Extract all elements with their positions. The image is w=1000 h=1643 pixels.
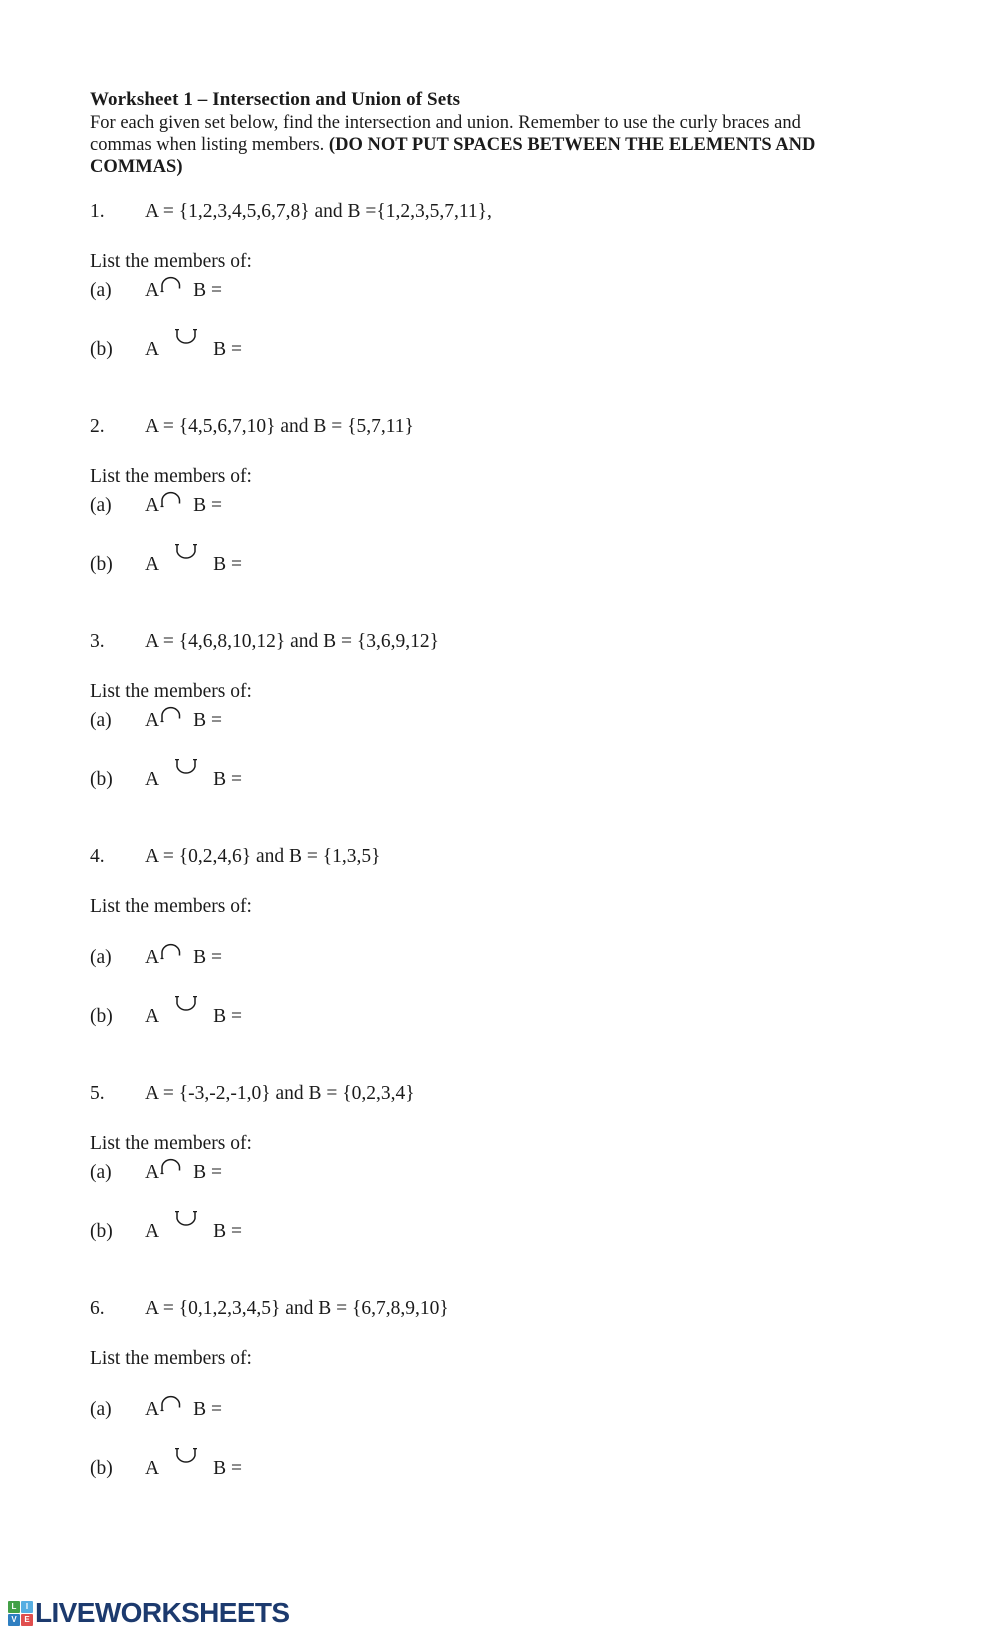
union-answer-input[interactable] [248, 1455, 478, 1482]
instructions-line3-bold: COMMAS) [90, 157, 183, 177]
intersection-answer-input[interactable] [228, 277, 458, 304]
set-b-equals-label: B = [193, 710, 222, 731]
logo-letter-l: L [8, 1601, 20, 1613]
part-b-row [90, 542, 930, 578]
set-b-equals-label: B = [213, 769, 242, 790]
part-a-row [90, 705, 930, 734]
problem-definition-row [90, 198, 930, 225]
part-a-row [90, 490, 930, 519]
intersection-icon [158, 705, 184, 733]
part-b-label: (b) [90, 769, 113, 790]
set-a-label: A [145, 1399, 160, 1420]
set-b-equals-label: B = [213, 1221, 242, 1242]
brand-wordmark: LIVEWORKSHEETS [35, 1597, 290, 1628]
part-b-label: (b) [90, 1006, 113, 1027]
set-definition: A = {4,6,8,10,12} and B = {3,6,9,12} [145, 631, 439, 652]
list-prompt: List the members of: [90, 1348, 252, 1369]
instructions-line2-normal: commas when listing members. [90, 135, 329, 155]
part-a-row [90, 275, 930, 304]
list-prompt: List the members of: [90, 251, 252, 272]
logo-letter-e: E [21, 1614, 33, 1626]
set-b-equals-label: B = [193, 495, 222, 516]
part-b-label: (b) [90, 1458, 113, 1479]
union-icon [172, 1209, 200, 1237]
intersection-icon [158, 1394, 184, 1422]
set-a-label: A [145, 1458, 160, 1479]
part-b-label: (b) [90, 339, 113, 360]
intersection-answer-input[interactable] [228, 707, 458, 734]
set-a-label: A [145, 1221, 160, 1242]
problem-2 [90, 413, 930, 578]
union-icon [172, 757, 200, 785]
page-title: Worksheet 1 – Intersection and Union of Sets [90, 89, 461, 110]
problem-5 [90, 1080, 930, 1245]
part-a-label: (a) [90, 1399, 112, 1420]
list-prompt: List the members of: [90, 466, 252, 487]
part-b-row [90, 1209, 930, 1245]
union-icon [172, 994, 200, 1022]
problem-definition-row [90, 843, 930, 870]
part-a-label: (a) [90, 495, 112, 516]
problem-number: 1. [90, 201, 105, 222]
logo-letter-v: V [8, 1614, 20, 1626]
set-b-equals-label: B = [213, 1458, 242, 1479]
part-a-label: (a) [90, 947, 112, 968]
intersection-icon [158, 490, 184, 518]
intersection-answer-input[interactable] [228, 1159, 458, 1186]
part-a-label: (a) [90, 710, 112, 731]
union-answer-input[interactable] [248, 1003, 478, 1030]
problem-definition-row [90, 628, 930, 655]
set-a-label: A [145, 554, 160, 575]
union-answer-input[interactable] [248, 336, 478, 363]
part-a-row [90, 942, 930, 971]
union-answer-input[interactable] [248, 551, 478, 578]
set-b-equals-label: B = [193, 947, 222, 968]
list-prompt: List the members of: [90, 681, 252, 702]
problem-number: 6. [90, 1298, 105, 1319]
set-b-equals-label: B = [193, 280, 222, 301]
part-b-label: (b) [90, 1221, 113, 1242]
set-b-equals-label: B = [213, 339, 242, 360]
intersection-answer-input[interactable] [228, 1396, 458, 1423]
problem-number: 2. [90, 416, 105, 437]
set-b-equals-label: B = [213, 554, 242, 575]
set-b-equals-label: B = [193, 1162, 222, 1183]
set-a-label: A [145, 495, 160, 516]
set-a-label: A [145, 1006, 160, 1027]
part-a-label: (a) [90, 1162, 112, 1183]
set-b-equals-label: B = [213, 1006, 242, 1027]
problem-definition-row [90, 1295, 930, 1322]
problem-definition-row [90, 1080, 930, 1107]
liveworksheets-logo [8, 1599, 290, 1627]
union-answer-input[interactable] [248, 1218, 478, 1245]
intersection-icon [158, 1157, 184, 1185]
union-icon [172, 1446, 200, 1474]
problem-6 [90, 1295, 930, 1482]
problem-1 [90, 198, 930, 363]
set-a-label: A [145, 339, 160, 360]
intersection-icon [158, 275, 184, 303]
intersection-icon [158, 942, 184, 970]
set-a-label: A [145, 769, 160, 790]
set-definition: A = {4,5,6,7,10} and B = {5,7,11} [145, 416, 414, 437]
set-b-equals-label: B = [193, 1399, 222, 1420]
problem-number: 4. [90, 846, 105, 867]
part-b-row [90, 1446, 930, 1482]
union-icon [172, 327, 200, 355]
liveworksheets-grid-icon [8, 1601, 33, 1626]
part-a-row [90, 1157, 930, 1186]
problem-definition-row [90, 413, 930, 440]
problem-number: 5. [90, 1083, 105, 1104]
set-definition: A = {1,2,3,4,5,6,7,8} and B ={1,2,3,5,7,11}, [145, 201, 492, 222]
set-definition: A = {0,1,2,3,4,5} and B = {6,7,8,9,10} [145, 1298, 449, 1319]
instructions-line2-bold: (DO NOT PUT SPACES BETWEEN THE ELEMENTS AND [328, 135, 816, 155]
list-prompt: List the members of: [90, 896, 252, 917]
logo-letter-i: I [21, 1601, 33, 1613]
part-b-row [90, 327, 930, 363]
set-a-label: A [145, 947, 160, 968]
set-definition: A = {0,2,4,6} and B = {1,3,5} [145, 846, 381, 867]
instructions-line1: For each given set below, find the intersection and union. Remember to use the curly braces and [90, 113, 801, 133]
list-prompt: List the members of: [90, 1133, 252, 1154]
set-a-label: A [145, 280, 160, 301]
intersection-answer-input[interactable] [228, 492, 458, 519]
problem-4 [90, 843, 930, 1030]
part-b-label: (b) [90, 554, 113, 575]
problem-3 [90, 628, 930, 793]
set-a-label: A [145, 1162, 160, 1183]
set-a-label: A [145, 710, 160, 731]
instructions [90, 112, 930, 178]
union-icon [172, 542, 200, 570]
part-b-row [90, 994, 930, 1030]
part-b-row [90, 757, 930, 793]
part-a-row [90, 1394, 930, 1423]
set-definition: A = {-3,-2,-1,0} and B = {0,2,3,4} [145, 1083, 415, 1104]
union-answer-input[interactable] [248, 766, 478, 793]
part-a-label: (a) [90, 280, 112, 301]
intersection-answer-input[interactable] [228, 944, 458, 971]
problem-number: 3. [90, 631, 105, 652]
